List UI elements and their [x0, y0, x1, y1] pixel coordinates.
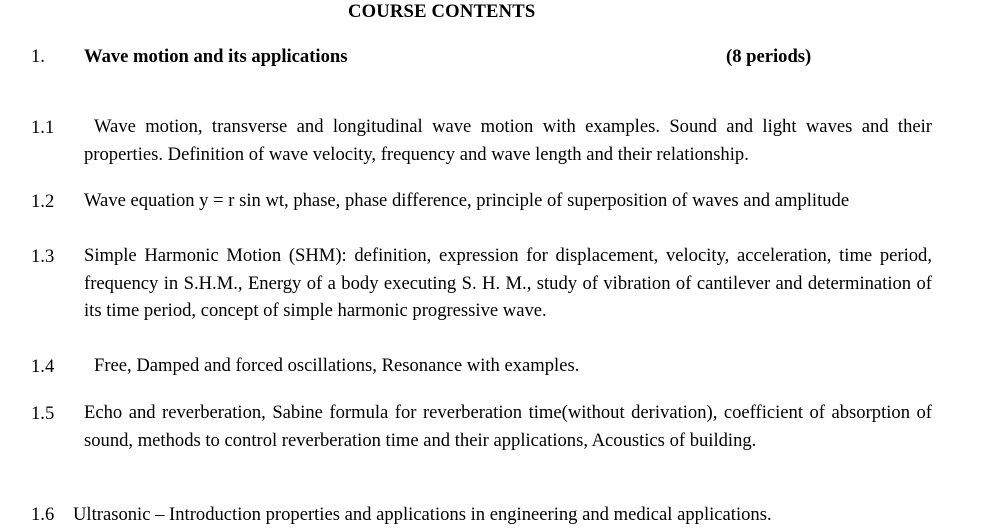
item-1-5-number: 1.5 — [31, 403, 55, 424]
item-1-3-number: 1.3 — [31, 246, 55, 267]
course-contents-heading: COURSE CONTENTS — [348, 1, 536, 22]
unit-periods: (8 periods) — [726, 46, 812, 67]
item-1-4-number: 1.4 — [31, 356, 55, 377]
item-1-1-text: Wave motion, transverse and longitudinal wave motion with examples. Sound and light waves and their properties. Definition of wave velocity, frequency and wave length and their relationship. — [84, 116, 932, 165]
item-1-2-number: 1.2 — [31, 191, 55, 212]
item-1-1-number: 1.1 — [31, 117, 55, 138]
unit-title: Wave motion and its applications — [84, 46, 348, 67]
item-1-6 — [31, 503, 772, 527]
item-1-4-text: Free, Damped and forced oscillations, Resonance with examples. — [94, 355, 580, 376]
item-1-3-text: Simple Harmonic Motion (SHM): definition, expression for displacement, velocity, acceleration, time period, frequency in S.H.M., Energy of a body executing S. H. M., study of vibration of cantilever and determination of its time period, concept of simple harmonic progressive wave. — [84, 245, 932, 321]
item-1-2-text: Wave equation y = r sin wt, phase, phase difference, principle of superposition of waves and amplitude — [84, 190, 850, 211]
item-1-6-number: 1.6 — [31, 504, 55, 525]
item-1-5-text: Echo and reverberation, Sabine formula for reverberation time(without derivation), coefficient of absorption of sound, methods to control reverberation time and their applications, Acoustics of building. — [84, 402, 932, 451]
unit-number: 1. — [31, 46, 45, 67]
item-1-6-text: Ultrasonic – Introduction properties and applications in engineering and medical applications. — [73, 504, 772, 525]
